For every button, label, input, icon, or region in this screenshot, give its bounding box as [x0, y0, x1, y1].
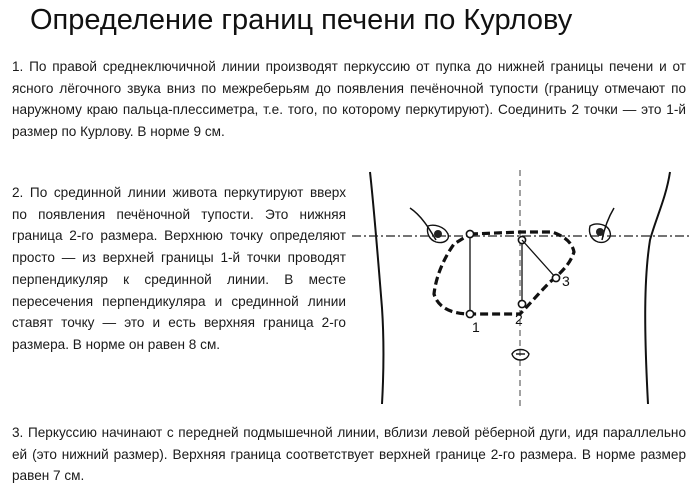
size-1-bottom-point — [466, 310, 473, 317]
left-nipple-icon — [427, 225, 448, 242]
right-nipple-icon — [589, 224, 610, 242]
liver-outline — [434, 232, 574, 314]
size-3-point — [552, 274, 559, 281]
marker-3: 3 — [562, 273, 570, 289]
marker-1: 1 — [472, 319, 480, 335]
shoulder-right — [602, 208, 614, 240]
slide-title: Определение границ печени по Курлову — [30, 4, 573, 36]
marker-2: 2 — [515, 311, 523, 327]
size-1-top-point — [466, 230, 473, 237]
paragraph-size-2: 2. По срединной линии живота перкутируют вверх по появления печёночной тупости. Это нижняя граница 2-го размера. Верхнюю точку определяют просто — из верхней границы 1-й точки проводят перпендикуляр к срединной линии. В месте пересечения перпендикуляра и срединной линии ставят точку — это и есть верхняя граница 2-го размера. В норме он равен 8 см. — [12, 185, 346, 352]
size-3-line — [522, 240, 556, 278]
shoulder-left — [410, 208, 436, 240]
paragraph-size-3: 3. Перкуссию начинают с передней подмышечной линии, вблизи левой рёберной дуги, идя параллельно ей (это нижний размер). Верхняя граница соответствует верхней границе 2-го размера. В норме размер равен 7 см. — [12, 425, 686, 484]
size-2-bottom-point — [518, 300, 525, 307]
paragraph-size-1: 1. По правой среднеключичной линии производят перкуссию от пупка до нижней границы печени и от ясного лёгочного звука вниз по межреберьям до появления печёночной тупости (границу отмечают по наружному краю пальца-плессиметра, т.е. того, по которому перкутируют). Соединить 2 точки — это 1-й размер по Курлову. В норме 9 см. — [12, 59, 686, 140]
torso-left-contour — [370, 172, 384, 404]
liver-percussion-diagram — [352, 168, 692, 408]
torso-right-contour — [645, 172, 670, 404]
